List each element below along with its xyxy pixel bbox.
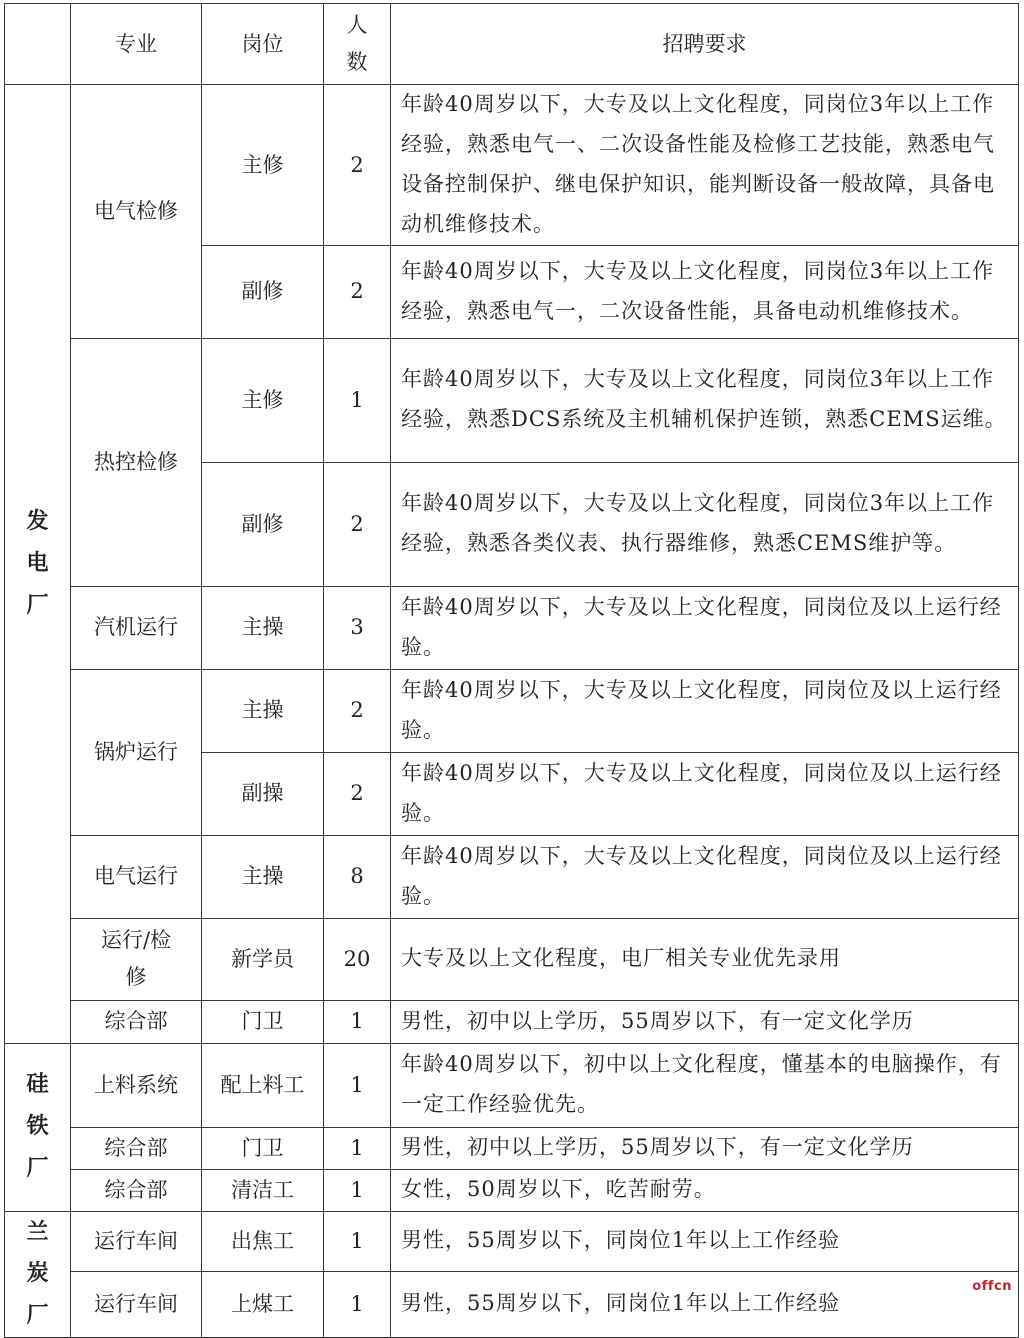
recruitment-table-page — [4, 3, 1019, 1338]
requirement-cell: 年龄40周岁以下，大专及以上文化程度，同岗位及以上运行经验。 — [391, 752, 1019, 835]
table-row — [5, 586, 1019, 669]
requirement-cell: 年龄40周岁以下，大专及以上文化程度，同岗位及以上运行经验。 — [391, 586, 1019, 669]
offcn-watermark: offcn — [972, 1279, 1012, 1294]
requirement-cell: 年龄40周岁以下，初中以上文化程度，懂基本的电脑操作，有一定工作经验优先。 — [391, 1043, 1019, 1127]
major-cell: 上料系统 — [71, 1043, 202, 1127]
requirement-cell: 年龄40周岁以下，大专及以上文化程度，同岗位3年以上工作经验，熟悉各类仪表、执行器维修，熟悉CEMS维护等。 — [391, 462, 1019, 586]
count-cell: 2 — [324, 245, 391, 338]
post-cell: 门卫 — [202, 1000, 324, 1043]
major-cell: 综合部 — [71, 1127, 202, 1169]
table-row — [5, 1271, 1019, 1337]
table-row — [5, 1043, 1019, 1127]
count-cell: 2 — [324, 752, 391, 835]
factory-power-plant — [5, 85, 71, 1044]
post-cell: 上煤工 — [202, 1271, 324, 1337]
post-cell: 副修 — [202, 462, 324, 586]
post-cell: 主操 — [202, 835, 324, 918]
post-cell: 副修 — [202, 245, 324, 338]
post-cell: 门卫 — [202, 1127, 324, 1169]
table-row — [5, 1000, 1019, 1043]
requirement-cell: 男性，初中以上学历，55周岁以下，有一定文化学历 — [391, 1127, 1019, 1169]
header-major: 专业 — [71, 4, 202, 85]
count-cell: 3 — [324, 586, 391, 669]
requirement-cell: 男性，55周岁以下，同岗位1年以上工作经验 — [391, 1211, 1019, 1271]
table-row — [5, 338, 1019, 462]
table-row — [5, 1169, 1019, 1211]
header-post: 岗位 — [202, 4, 324, 85]
major-cell — [71, 918, 202, 1000]
table-row — [5, 1211, 1019, 1271]
requirement-cell: 男性，初中以上学历，55周岁以下，有一定文化学历 — [391, 1000, 1019, 1043]
count-cell: 1 — [324, 338, 391, 462]
post-cell: 主修 — [202, 85, 324, 246]
factory-ferrosilicon — [5, 1043, 71, 1211]
major-cell: 运行车间 — [71, 1211, 202, 1271]
count-cell: 1 — [324, 1169, 391, 1211]
table-row — [5, 835, 1019, 918]
post-cell: 出焦工 — [202, 1211, 324, 1271]
factory-label: 兰炭厂 — [26, 1218, 49, 1329]
major-cell: 综合部 — [71, 1169, 202, 1211]
header-count — [324, 4, 391, 85]
post-cell: 清洁工 — [202, 1169, 324, 1211]
major-cell: 综合部 — [71, 1000, 202, 1043]
requirement-cell: 年龄40周岁以下，大专及以上文化程度，同岗位3年以上工作经验，熟悉DCS系统及主机辅机保护连锁，熟悉CEMS运维。 — [391, 338, 1019, 462]
table-row — [5, 1127, 1019, 1169]
post-cell: 副操 — [202, 752, 324, 835]
post-cell: 主修 — [202, 338, 324, 462]
count-cell: 1 — [324, 1043, 391, 1127]
count-cell: 2 — [324, 669, 391, 752]
requirement-cell: 年龄40周岁以下，大专及以上文化程度，同岗位3年以上工作经验，熟悉电气一，二次设备性能，具备电动机维修技术。 — [391, 245, 1019, 338]
table-row — [5, 918, 1019, 1000]
major-cell: 电气运行 — [71, 835, 202, 918]
count-cell: 1 — [324, 1000, 391, 1043]
table-row — [5, 669, 1019, 752]
count-cell: 1 — [324, 1127, 391, 1169]
requirement-cell: 年龄40周岁以下，大专及以上文化程度，同岗位3年以上工作经验，熟悉电气一、二次设备性能及检修工艺技能，熟悉电气设备控制保护、继电保护知识，能判断设备一般故障，具备电动机维修技术。 — [391, 85, 1019, 246]
major-cell: 电气检修 — [71, 85, 202, 339]
requirement-cell: 男性，55周岁以下，同岗位1年以上工作经验 — [391, 1271, 1019, 1337]
requirement-cell: 年龄40周岁以下，大专及以上文化程度，同岗位及以上运行经验。 — [391, 669, 1019, 752]
major-cell: 运行车间 — [71, 1271, 202, 1337]
count-cell: 20 — [324, 918, 391, 1000]
requirement-cell: 大专及以上文化程度，电厂相关专业优先录用 — [391, 918, 1019, 1000]
recruitment-table — [4, 3, 1019, 1338]
table-row — [5, 85, 1019, 246]
factory-label: 硅铁厂 — [26, 1071, 49, 1181]
factory-lantan — [5, 1211, 71, 1337]
major-label: 运行/检修 — [100, 928, 172, 990]
count-cell: 1 — [324, 1211, 391, 1271]
header-factory-blank — [5, 4, 71, 85]
major-cell: 锅炉运行 — [71, 669, 202, 835]
major-cell: 热控检修 — [71, 338, 202, 586]
factory-label: 发电厂 — [26, 508, 49, 618]
count-cell: 2 — [324, 85, 391, 246]
requirement-cell: 年龄40周岁以下，大专及以上文化程度，同岗位及以上运行经验。 — [391, 835, 1019, 918]
count-cell: 1 — [324, 1271, 391, 1337]
post-cell: 配上料工 — [202, 1043, 324, 1127]
major-cell: 汽机运行 — [71, 586, 202, 669]
post-cell: 主操 — [202, 586, 324, 669]
header-row — [5, 4, 1019, 85]
post-cell: 主操 — [202, 669, 324, 752]
requirement-cell: 女性，50周岁以下，吃苦耐劳。 — [391, 1169, 1019, 1211]
post-cell: 新学员 — [202, 918, 324, 1000]
count-cell: 8 — [324, 835, 391, 918]
header-count-label: 人数 — [346, 13, 368, 74]
count-cell: 2 — [324, 462, 391, 586]
header-requirement: 招聘要求 — [391, 4, 1019, 85]
